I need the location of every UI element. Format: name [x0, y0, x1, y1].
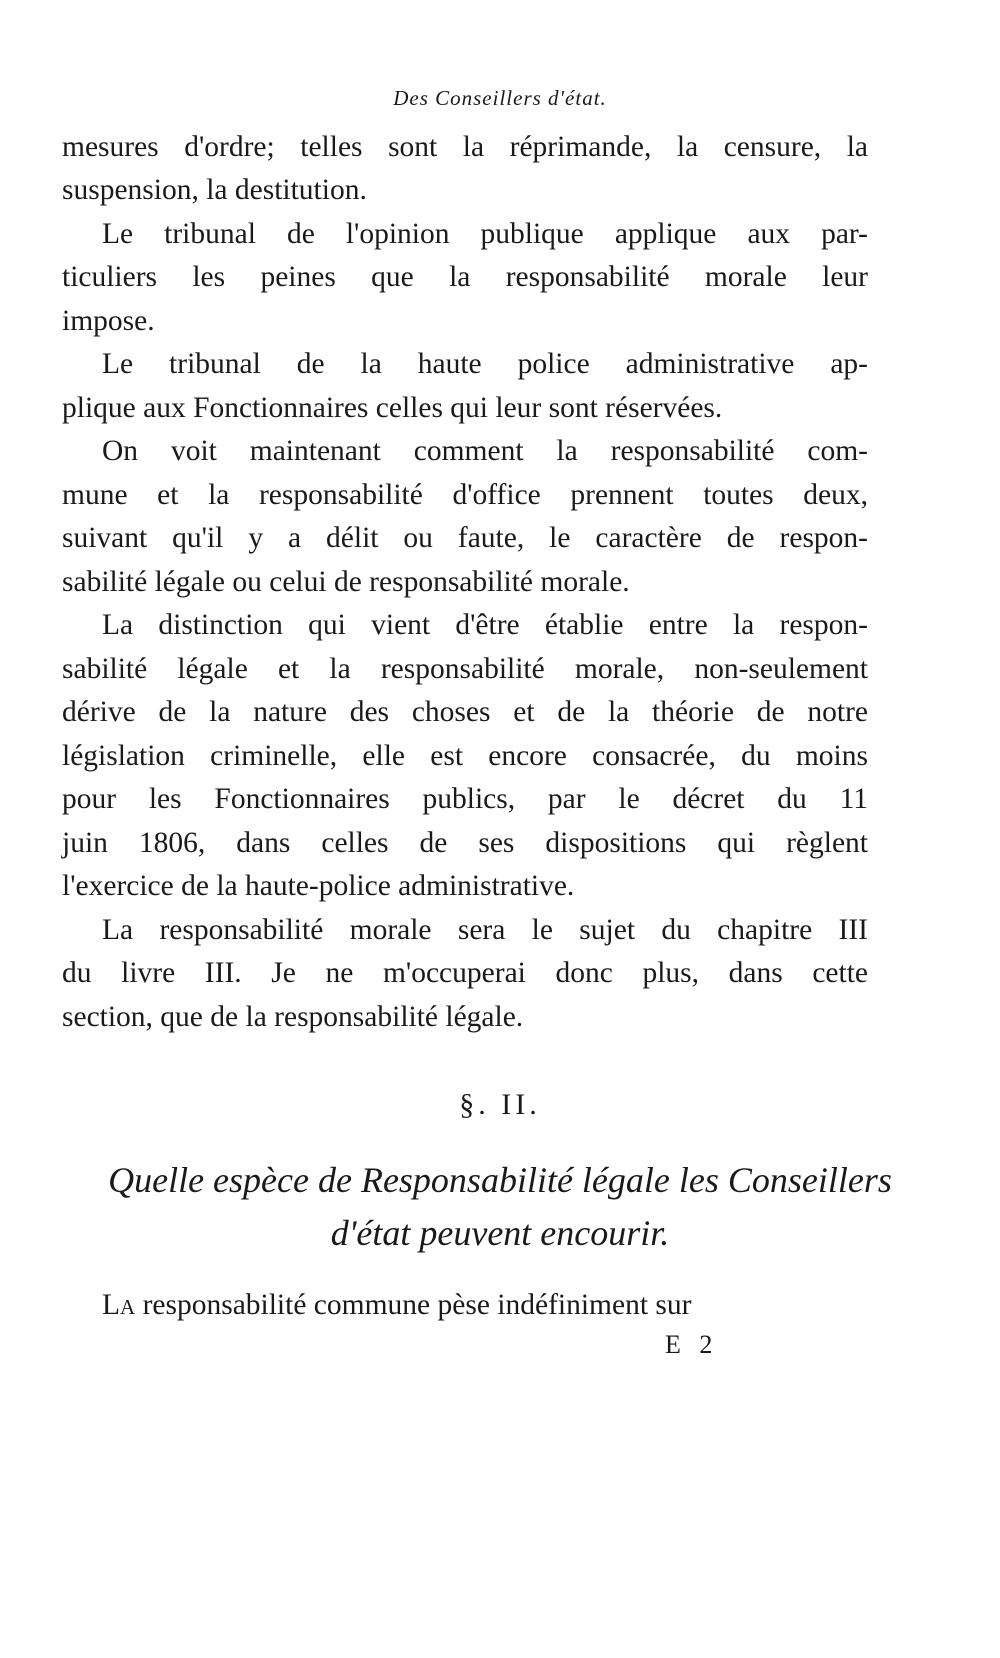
text-line: On voit maintenant comment la responsabilité com-	[102, 435, 868, 467]
drop-word: La	[102, 1289, 136, 1321]
text-line: Le tribunal de la haute police administrative ap-	[102, 348, 868, 380]
section-number: §. II.	[459, 1088, 541, 1121]
text-line: mune et la responsabilité d'office prennent toutes deux,	[62, 479, 868, 511]
text-line: ticuliers les peines que la responsabilité morale leur	[62, 261, 868, 293]
text-line: sabilité légale ou celui de responsabilité morale.	[62, 566, 630, 598]
text-line: législation criminelle, elle est encore consacrée, du moins	[62, 740, 868, 772]
signature-mark: E 2	[665, 1330, 719, 1359]
text-line: suivant qu'il y a délit ou faute, le caractère de respon-	[62, 522, 868, 554]
text-line: La distinction qui vient d'être établie entre la respon-	[102, 609, 868, 641]
text-line: mesures d'ordre; telles sont la réprimande, la censure, la	[62, 131, 868, 163]
section-heading-line: d'état peuvent encourir.	[330, 1213, 670, 1253]
text-line: Le tribunal de l'opinion publique applique aux par-	[102, 218, 868, 250]
text-line-rest: responsabilité commune pèse indéfiniment sur	[142, 1289, 692, 1321]
text-line	[102, 1285, 868, 1325]
text-line: pour les Fonctionnaires publics, par le décret du 11	[62, 783, 868, 815]
running-head: Des Conseillers d'état.	[393, 86, 607, 110]
text-line: juin 1806, dans celles de ses dispositions qui règlent	[62, 827, 868, 859]
text-line: La responsabilité morale sera le sujet du chapitre III	[102, 914, 868, 946]
text-line: du livre III. Je ne m'occuperai donc plus, dans cette	[62, 957, 868, 989]
text-line: dérive de la nature des choses et de la théorie de notre	[62, 696, 868, 728]
text-line: plique aux Fonctionnaires celles qui leur sont réservées.	[62, 392, 723, 424]
text-line: impose.	[62, 305, 155, 337]
text-line: l'exercice de la haute-police administrative.	[62, 870, 575, 902]
text-line: section, que de la responsabilité légale.	[62, 1001, 524, 1033]
text-line: sabilité légale et la responsabilité morale, non-seulement	[62, 653, 868, 685]
section-heading-line: Quelle espèce de Responsabilité légale les Conseillers	[108, 1160, 892, 1200]
text-line: suspension, la destitution.	[62, 174, 367, 206]
